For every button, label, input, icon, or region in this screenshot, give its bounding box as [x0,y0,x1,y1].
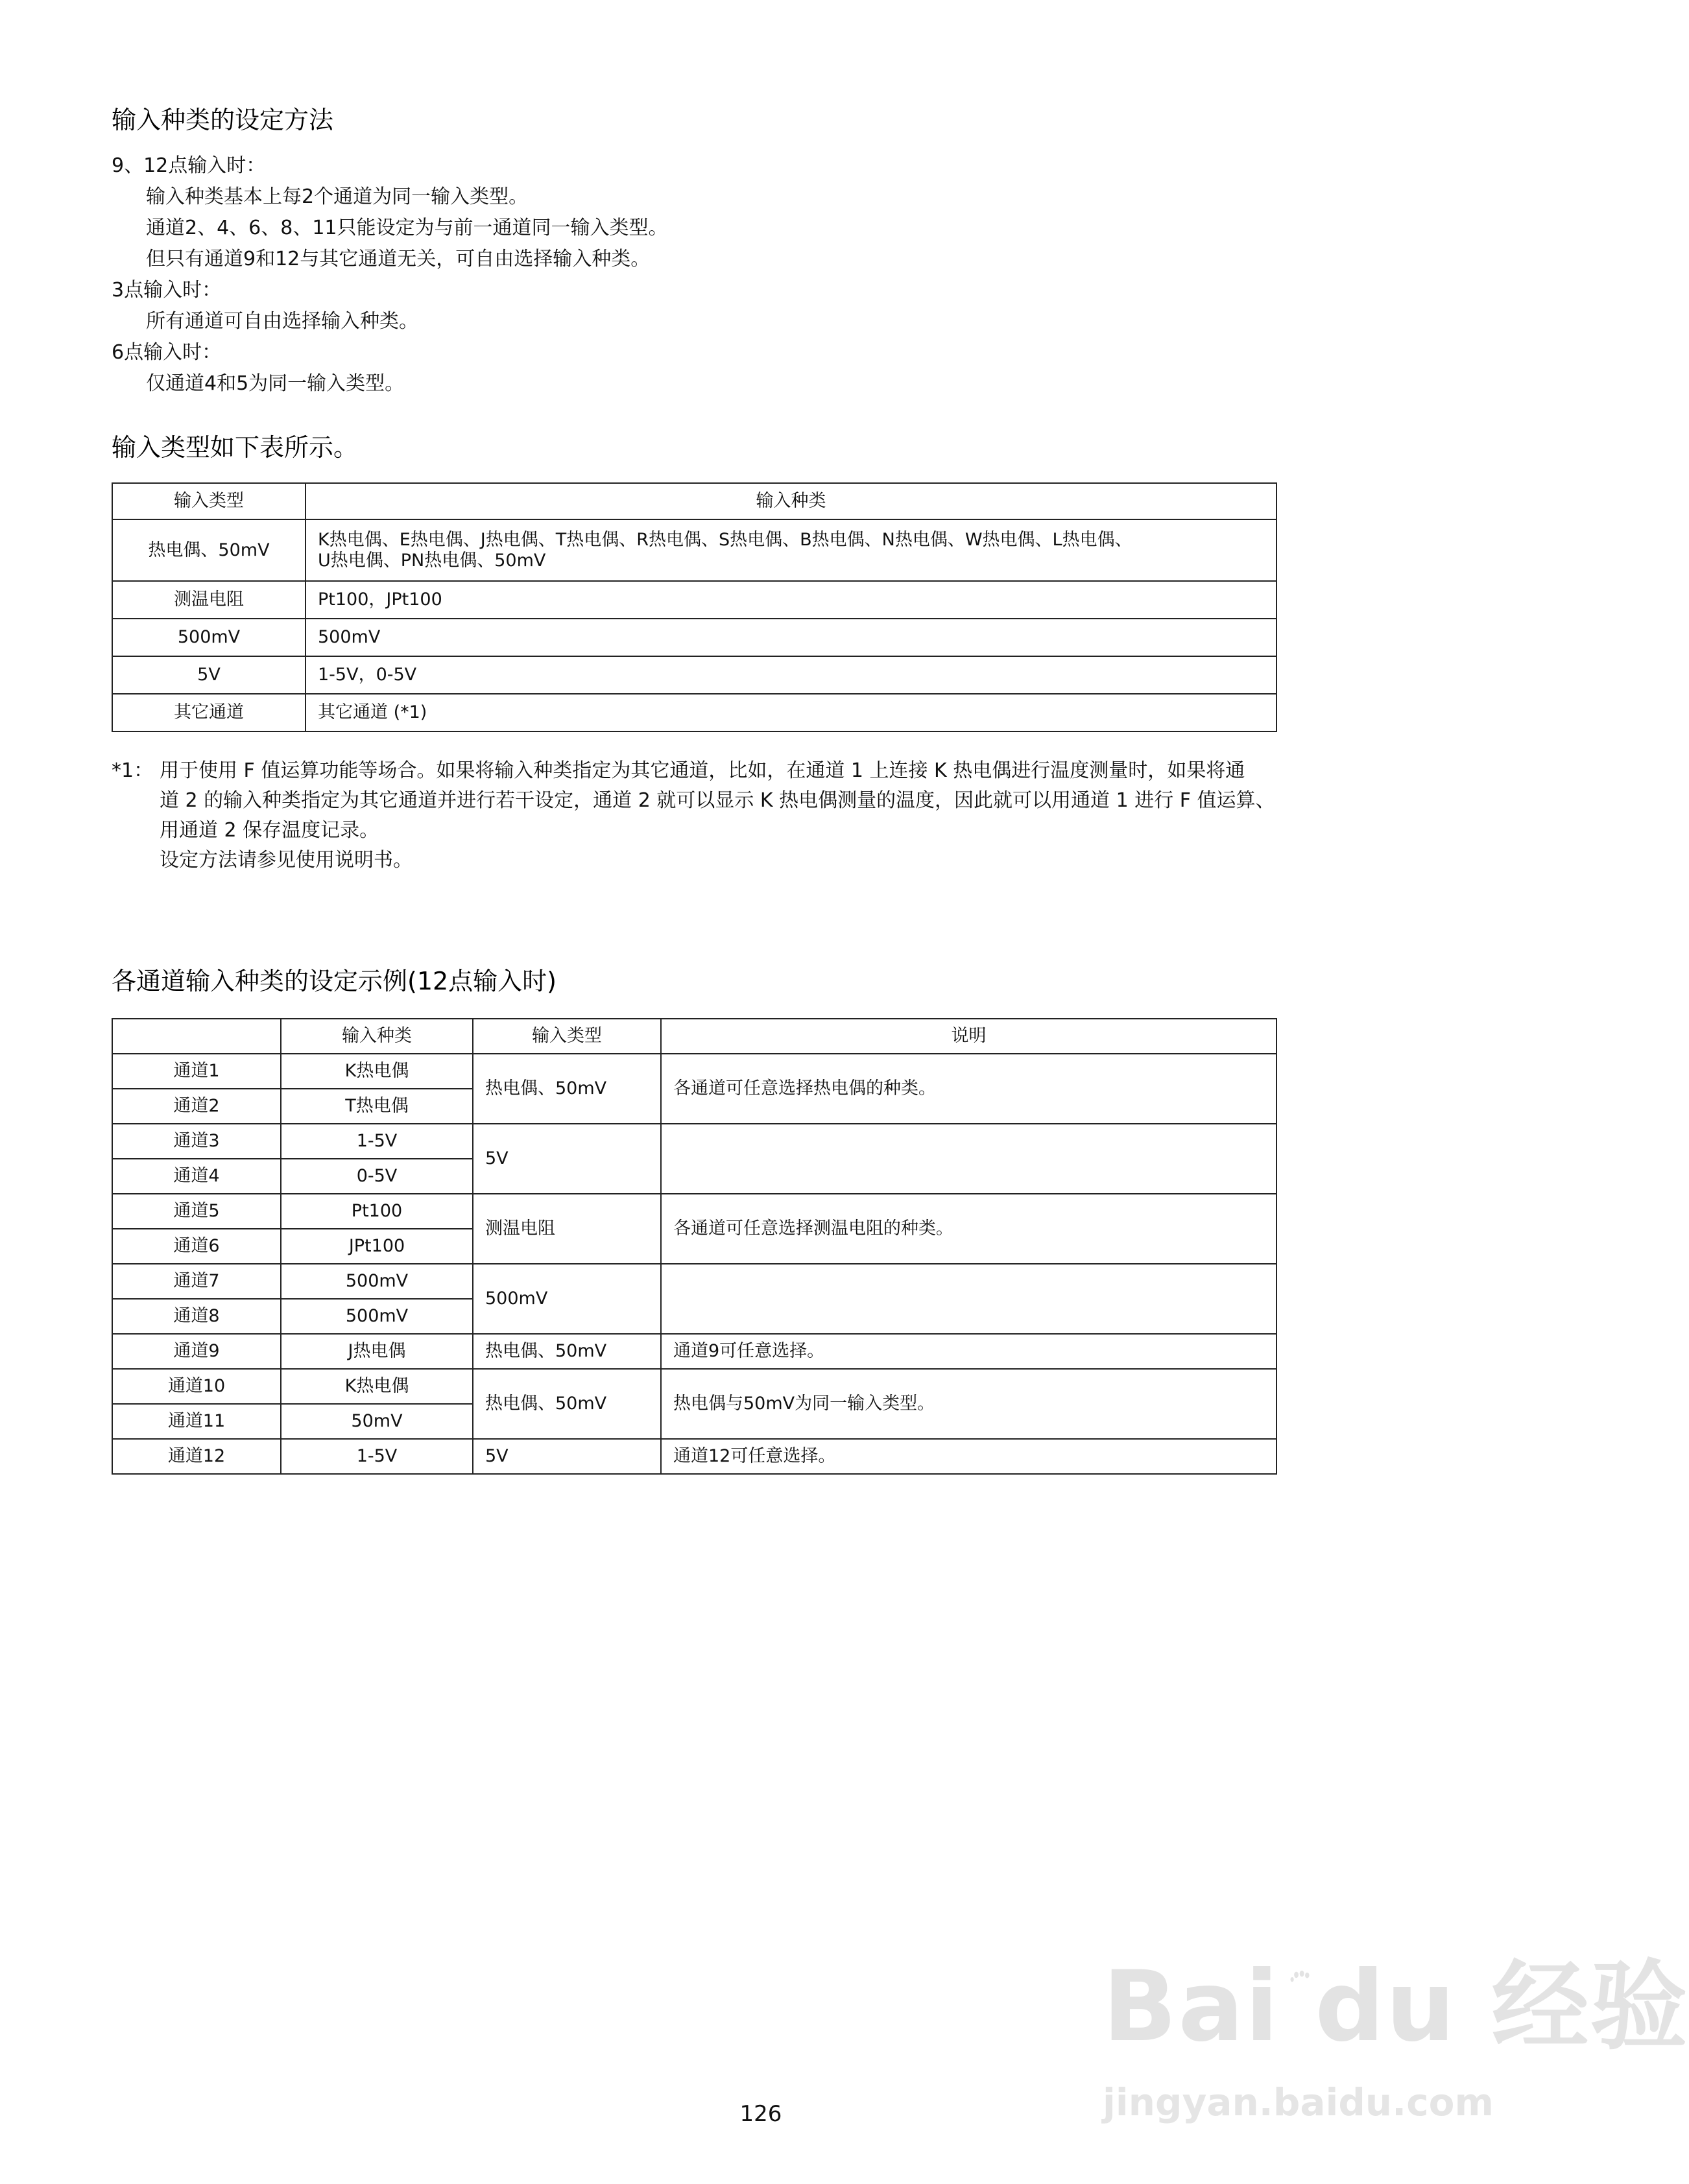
type-cell: 测温电阻 [473,1194,661,1264]
kind-cell: K热电偶 [281,1054,473,1089]
channel-cell: 通道7 [112,1264,281,1299]
kind-cell: 50mV [281,1404,473,1439]
section-title-example: 各通道输入种类的设定示例(12点输入时) [112,967,557,995]
kinds-cell [305,519,1276,581]
watermark-url: jingyan.baidu.com [1103,2080,1494,2124]
section-title-input-setting: 输入种类的设定方法 [112,106,334,134]
table-row [112,1054,1276,1089]
footnote-mark: *1： [112,759,154,782]
channel-cell: 通道3 [112,1124,281,1159]
text-line: 9、12点输入时： [112,154,266,177]
table-row [112,694,1276,731]
header-cell: 输入类型 [112,483,305,519]
footnote-line: 设定方法请参见使用说明书。 [160,849,413,872]
channel-cell: 通道12 [112,1439,281,1474]
channel-example-table [112,1018,1277,1475]
table-row [112,1439,1276,1474]
table-row [112,1369,1276,1404]
kind-cell: T热电偶 [281,1089,473,1124]
text-line: 输入种类基本上每2个通道为同一输入类型。 [146,185,529,208]
table-row [112,581,1276,619]
kinds-cell: 其它通道 (*1) [305,694,1276,731]
footnote-line: 用于使用 F 值运算功能等场合。如果将输入种类指定为其它通道，比如，在通道 1 上连接 K 热电偶进行温度测量时，如果将通 [160,759,1245,782]
desc-cell: 各通道可任意选择测温电阻的种类。 [661,1194,1276,1264]
header-cell: 说明 [661,1019,1276,1054]
table-row [112,1194,1276,1229]
type-cell: 热电偶、50mV [473,1054,661,1124]
channel-cell: 通道6 [112,1229,281,1264]
kinds-cell: Pt100，JPt100 [305,581,1276,619]
watermark-logo [1103,1951,1689,2063]
kind-cell: JPt100 [281,1229,473,1264]
header-cell: 输入类型 [473,1019,661,1054]
table-header-row [112,483,1276,519]
footnote-line: 用通道 2 保存温度记录。 [160,819,379,842]
kinds-cell: 1-5V，0-5V [305,656,1276,694]
kind-cell: 0-5V [281,1159,473,1194]
table-row [112,519,1276,581]
input-type-table [112,482,1277,732]
desc-cell [661,1264,1276,1334]
kind-cell: Pt100 [281,1194,473,1229]
type-cell: 5V [112,656,305,694]
kind-cell: J热电偶 [281,1334,473,1369]
table-row [112,1264,1276,1299]
text-line: 通道2、4、6、8、11只能设定为与前一通道同一输入类型。 [146,217,668,239]
type-cell: 5V [473,1439,661,1474]
text-line: 仅通道4和5为同一输入类型。 [146,372,405,395]
text-line: 所有通道可自由选择输入种类。 [146,310,418,333]
kinds-line: U热电偶、PN热电偶、50mV [318,550,546,571]
desc-cell [661,1124,1276,1194]
channel-cell: 通道1 [112,1054,281,1089]
table-row [112,656,1276,694]
kinds-line: K热电偶、E热电偶、J热电偶、T热电偶、R热电偶、S热电偶、B热电偶、N热电偶、W热电偶、L热电偶、 [318,529,1132,550]
desc-cell: 热电偶与50mV为同一输入类型。 [661,1369,1276,1439]
desc-cell: 通道9可任意选择。 [661,1334,1276,1369]
desc-cell: 各通道可任意选择热电偶的种类。 [661,1054,1276,1124]
watermark-logo-text: Bai du 经验 [1103,1951,1689,2063]
type-cell: 500mV [112,619,305,656]
type-cell: 5V [473,1124,661,1194]
text-line: 3点输入时： [112,279,222,302]
type-cell: 热电偶、50mV [473,1334,661,1369]
page-number: 126 [739,2101,782,2127]
text-line: 但只有通道9和12与其它通道无关，可自由选择输入种类。 [146,248,651,270]
header-cell: 输入种类 [281,1019,473,1054]
footnote-line: 道 2 的输入种类指定为其它通道并进行若干设定，通道 2 就可以显示 K 热电偶测量的温度，因此就可以用通道 1 进行 F 值运算、 [160,789,1275,812]
type-cell: 500mV [473,1264,661,1334]
kind-cell: 500mV [281,1299,473,1334]
channel-cell: 通道5 [112,1194,281,1229]
table-row [112,619,1276,656]
kind-cell: K热电偶 [281,1369,473,1404]
header-cell [112,1019,281,1054]
section-title-input-type: 输入类型如下表所示。 [112,433,359,462]
kind-cell: 1-5V [281,1439,473,1474]
text-line: 6点输入时： [112,341,222,364]
channel-cell: 通道10 [112,1369,281,1404]
desc-cell: 通道12可任意选择。 [661,1439,1276,1474]
table-header-row [112,1019,1276,1054]
footnote-body [160,756,1275,875]
table-row [112,1334,1276,1369]
channel-cell: 通道11 [112,1404,281,1439]
channel-cell: 通道4 [112,1159,281,1194]
type-cell: 其它通道 [112,694,305,731]
channel-cell: 通道2 [112,1089,281,1124]
channel-cell: 通道8 [112,1299,281,1334]
channel-cell: 通道9 [112,1334,281,1369]
header-cell: 输入种类 [305,483,1276,519]
kind-cell: 1-5V [281,1124,473,1159]
type-cell: 测温电阻 [112,581,305,619]
kinds-cell: 500mV [305,619,1276,656]
table-row [112,1124,1276,1159]
type-cell: 热电偶、50mV [112,519,305,581]
type-cell: 热电偶、50mV [473,1369,661,1439]
kind-cell: 500mV [281,1264,473,1299]
